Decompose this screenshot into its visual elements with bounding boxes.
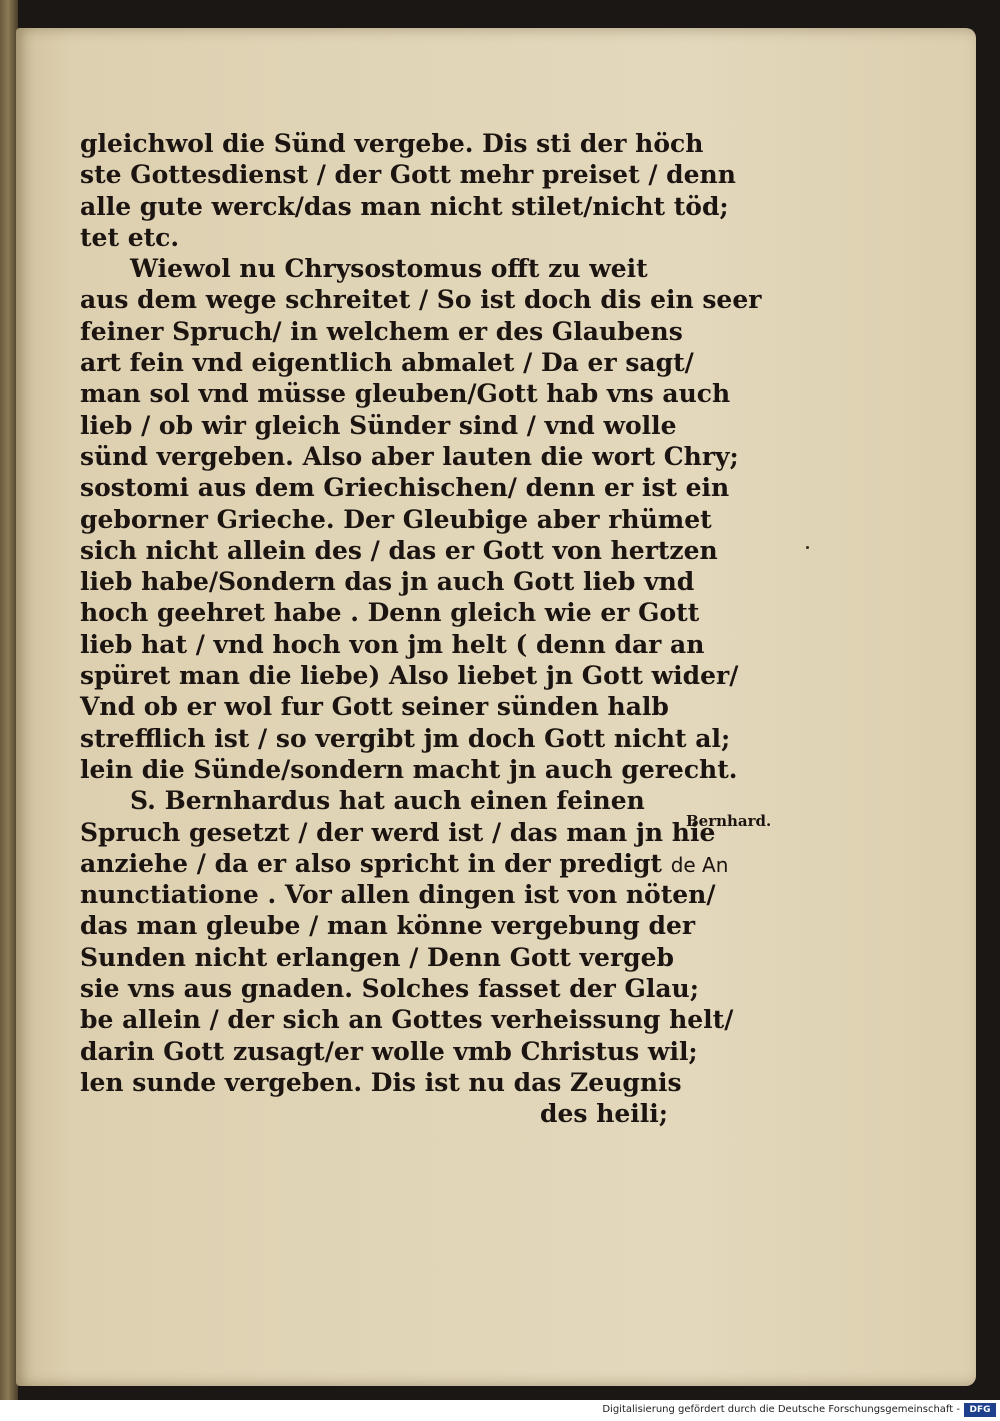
text-line-25: nunctiatione . Vor allen dingen ist von nöten/ <box>80 880 716 910</box>
text-line-23: Spruch gesetzt / der werd ist / das man jn hie <box>80 817 716 847</box>
text-line-13: geborner Grieche. Der Gleubige aber rhümet <box>80 504 712 534</box>
text-line-16: hoch geehret habe . Denn gleich wie er Gott <box>80 598 700 628</box>
text-line-3: alle gute werck/das man nicht stilet/nicht töd; <box>80 191 729 221</box>
latin-phrase: de An <box>670 852 729 877</box>
text-line-27: Sunden nicht erlangen / Denn Gott vergeb <box>80 942 674 972</box>
text-line-14: sich nicht allein des / das er Gott von hertzen <box>80 535 718 565</box>
text-line-24 <box>80 848 729 879</box>
text-line-30: darin Gott zusagt/er wolle vmb Christus wil; <box>80 1036 698 1066</box>
text-line-28: sie vns aus gnaden. Solches fasset der Glau; <box>80 974 699 1004</box>
text-line-4: tet etc. <box>80 222 180 252</box>
text-line-18: spüret man die liebe) Also liebet jn Gott wider/ <box>80 661 739 691</box>
text-line-11: sünd vergeben. Also aber lauten die wort Chry; <box>80 441 739 471</box>
text-line-15: lieb habe/Sondern das jn auch Gott lieb vnd <box>80 567 695 597</box>
marginal-note: Bernhard. <box>686 812 772 830</box>
text-line-5: Wiewol nu Chrysostomus offt zu weit <box>130 254 648 284</box>
page-text-block <box>80 128 762 1130</box>
text-line-10: lieb / ob wir gleich Sünder sind / vnd wolle <box>80 410 677 440</box>
text-line-17: lieb hat / vnd hoch von jm helt ( denn dar an <box>80 629 705 659</box>
dfg-logo-icon: DFG <box>964 1403 996 1417</box>
text-line-12: sostomi aus dem Griechischen/ denn er ist ein <box>80 473 730 503</box>
footer-credit: Digitalisierung gefördert durch die Deutsche Forschungsgemeinschaft - <box>602 1404 960 1415</box>
text-line-2: ste Gottesdienst / der Gott mehr preiset / denn <box>80 160 736 190</box>
text-line-19: Vnd ob er wol fur Gott seiner sünden halb <box>80 692 669 722</box>
text-line-20: strefflich ist / so vergibt jm doch Gott nicht al; <box>80 723 731 753</box>
page-speck <box>806 546 809 549</box>
text-line-21: lein die Sünde/sondern macht jn auch gerecht. <box>80 754 738 784</box>
footer-bar <box>0 1400 1000 1421</box>
text-line-8: art fein vnd eigentlich abmalet / Da er sagt/ <box>80 348 694 378</box>
text-line-26: das man gleube / man könne vergebung der <box>80 911 696 941</box>
catchword: des heili; <box>540 1099 668 1129</box>
text-line-7: feiner Spruch/ in welchem er des Glaubens <box>80 316 683 346</box>
text-line-29: be allein / der sich an Gottes verheissung helt/ <box>80 1005 734 1035</box>
text-line-1: gleichwol die Sünd vergebe. Dis sti der höch <box>80 129 704 158</box>
text-line-24-main: anziehe / da er also spricht in der predigt <box>80 848 662 878</box>
text-line-6: aus dem wege schreitet / So ist doch dis ein seer <box>80 285 762 315</box>
text-line-31: len sunde vergeben. Dis ist nu das Zeugnis <box>80 1067 682 1097</box>
text-line-9: man sol vnd müsse gleuben/Gott hab vns auch <box>80 379 731 409</box>
text-line-22: S. Bernhardus hat auch einen feinen <box>130 786 645 816</box>
